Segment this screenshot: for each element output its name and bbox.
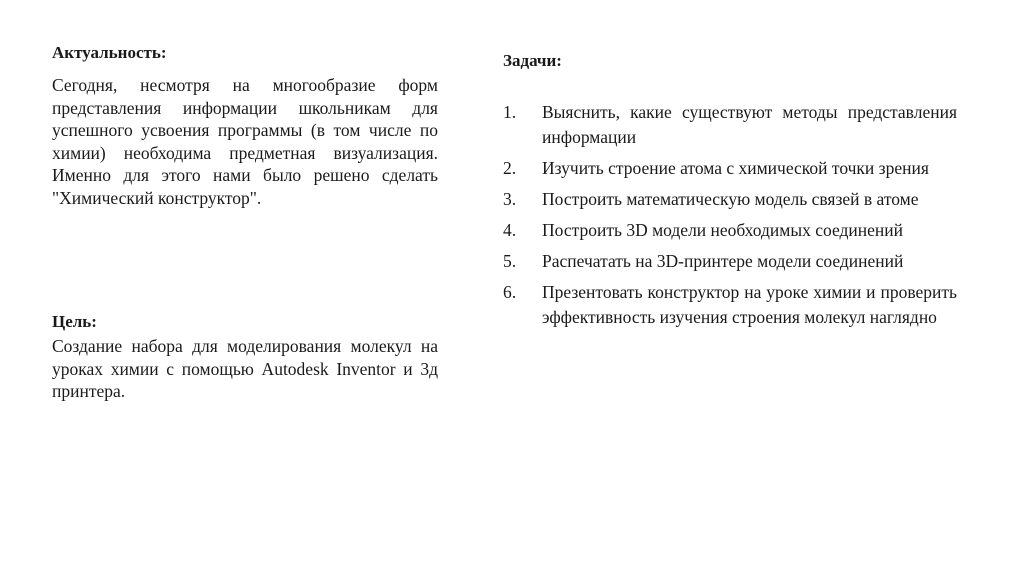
task-text: Распечатать на 3D-принтере модели соединений [542, 251, 904, 271]
task-number: 1. [503, 102, 517, 122]
task-number: 4. [503, 220, 517, 240]
task-number: 2. [503, 158, 517, 178]
task-text: Выяснить, какие существуют методы представления информации [542, 102, 957, 147]
goal-text: Создание набора для моделирования молекул на уроках химии с помощью Autodesk Inventor и 3д принтера. [52, 336, 438, 401]
task-item-5 [503, 249, 957, 274]
task-item-3 [503, 187, 957, 212]
task-item-4 [503, 218, 957, 243]
task-number: 6. [503, 282, 517, 302]
task-item-6 [503, 280, 957, 330]
task-item-1 [503, 100, 957, 150]
relevance-text: Сегодня, несмотря на многообразие форм представления информации школьникам для успешного усвоения программы (в том числе по химии) необходима предметная визуализация. Именно для этого нами было решено сделать "Химический конструктор". [52, 75, 438, 208]
task-text: Презентовать конструктор на уроке химии и проверить эффективность изучения строения молекул наглядно [542, 282, 957, 327]
goal-heading: Цель: [52, 312, 97, 331]
tasks-heading: Задачи: [503, 51, 562, 70]
task-item-2 [503, 156, 957, 181]
task-number: 3. [503, 189, 517, 209]
task-text: Построить 3D модели необходимых соединений [542, 220, 903, 240]
task-list [503, 100, 957, 330]
goal-section [52, 311, 438, 403]
relevance-section [52, 42, 438, 209]
relevance-heading: Актуальность: [52, 43, 167, 62]
tasks-section [503, 50, 957, 336]
task-text: Построить математическую модель связей в атоме [542, 189, 919, 209]
task-text: Изучить строение атома с химической точки зрения [542, 158, 929, 178]
task-number: 5. [503, 251, 517, 271]
